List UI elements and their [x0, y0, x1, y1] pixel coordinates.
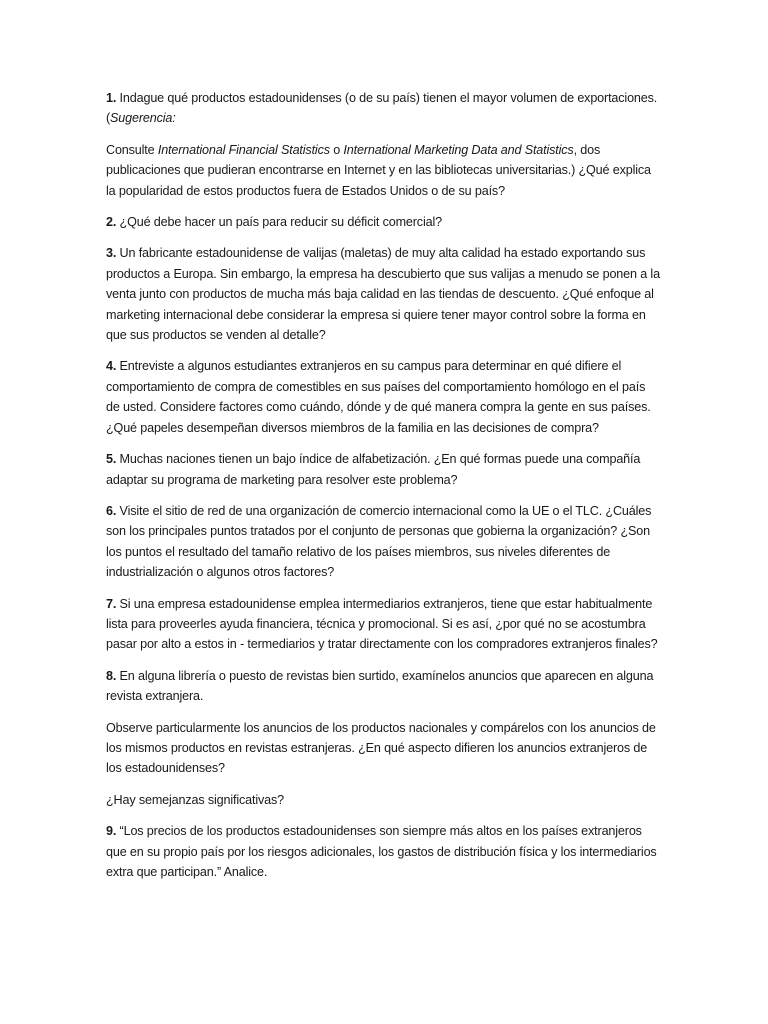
question-text: “Los precios de los productos estadounidenses son siempre más altos en los países extranjeros que en su propio país por los riesgos adicionales, los gastos de distribución física y los intermediarios extra que participan.” Analice. [106, 824, 657, 879]
question-5 [106, 449, 662, 490]
question-8-continuation-1: Observe particularmente los anuncios de los productos nacionales y compárelos con los anuncios de los mismos productos en revistas estranjeras. ¿En qué aspecto difieren los anuncios extranjeros de los estadounidenses? [106, 720, 656, 776]
question-text: Entreviste a algunos estudiantes extranjeros en su campus para determinar en qué difiere el comportamiento de compra de comestibles en sus países del comportamiento homólogo en el país de usted. Considere factores como cuándo, dónde y de qué manera compra la gente en sus países. ¿Qué papeles desempeñan diversos miembros de la familia en las decisiones de compra? [106, 359, 651, 435]
text-run: o [329, 142, 344, 157]
question-number: 4. [106, 359, 117, 374]
question-1-continuation [106, 140, 662, 201]
question-1 [106, 88, 662, 129]
source-title-2: International Marketing Data and Statistics [343, 142, 574, 157]
question-text: ¿Qué debe hacer un país para reducir su déficit comercial? [116, 215, 442, 230]
question-4 [106, 356, 662, 438]
document-body [106, 88, 662, 893]
question-8-continuation-2: ¿Hay semejanzas significativas? [106, 792, 285, 807]
question-number: 8. [106, 668, 117, 683]
question-text: En alguna librería o puesto de revistas bien surtido, examínelos anuncios que aparecen en alguna revista extranjera. [106, 668, 654, 704]
question-number: 1. [106, 91, 117, 105]
question-2 [106, 212, 662, 232]
question-3 [106, 243, 662, 345]
question-text: Un fabricante estadounidense de valijas (maletas) de muy alta calidad ha estado exportando sus productos a Europa. Sin embargo, la empresa ha descubierto que sus valijas a menudo se ponen a la venta junto con productos de mucha más baja calidad en las tiendas de descuento. ¿Qué enfoque al marketing internacional debe considerar la empresa si quiere tener mayor control sobre la forma en que sus productos se venden al detalle? [106, 246, 660, 343]
question-text: Si una empresa estadounidense emplea intermediarios extranjeros, tiene que estar habitualmente lista para proveerles ayuda financiera, técnica y promocional. Si es así, ¿por qué no se acostumbra pasar por alto a estos in - termediarios y tratar directamente con los compradores extranjeros finales? [106, 596, 658, 652]
question-number: 7. [106, 596, 117, 611]
question-text: Visite el sitio de red de una organización de comercio internacional como la UE o el TLC. ¿Cuáles son los principales puntos tratados por el conjunto de personas que gobierna la organización? ¿Son los puntos el resultado del tamaño relativo de los países miembros, sus niveles diferentes de industrialización o algunos otros factores? [106, 503, 652, 580]
question-9 [106, 821, 662, 882]
text-run: , dos publicaciones que pudieran encontrarse en Internet y en las bibliotecas universitarias.) ¿Qué explica la popularidad de estos productos fuera de Estados Unidos o de su país? [106, 142, 651, 198]
question-text: Indague qué productos estadounidenses (o de su país) tienen el mayor volumen de exportaciones. ( [106, 91, 658, 126]
question-number: 2. [106, 215, 117, 230]
question-text: Muchas naciones tienen un bajo índice de alfabetización. ¿En qué formas puede una compañía adaptar su programa de marketing para resolver este problema? [106, 452, 641, 487]
question-6 [106, 501, 662, 583]
source-title-1: International Financial Statistics [157, 142, 330, 157]
question-number: 3. [106, 246, 117, 261]
question-number: 9. [106, 824, 117, 839]
text-run: Consulte [106, 142, 158, 157]
question-8 [106, 666, 662, 707]
question-number: 5. [106, 452, 117, 467]
question-number: 6. [106, 503, 117, 518]
suggestion-label: Sugerencia: [110, 111, 176, 126]
question-7 [106, 594, 662, 655]
